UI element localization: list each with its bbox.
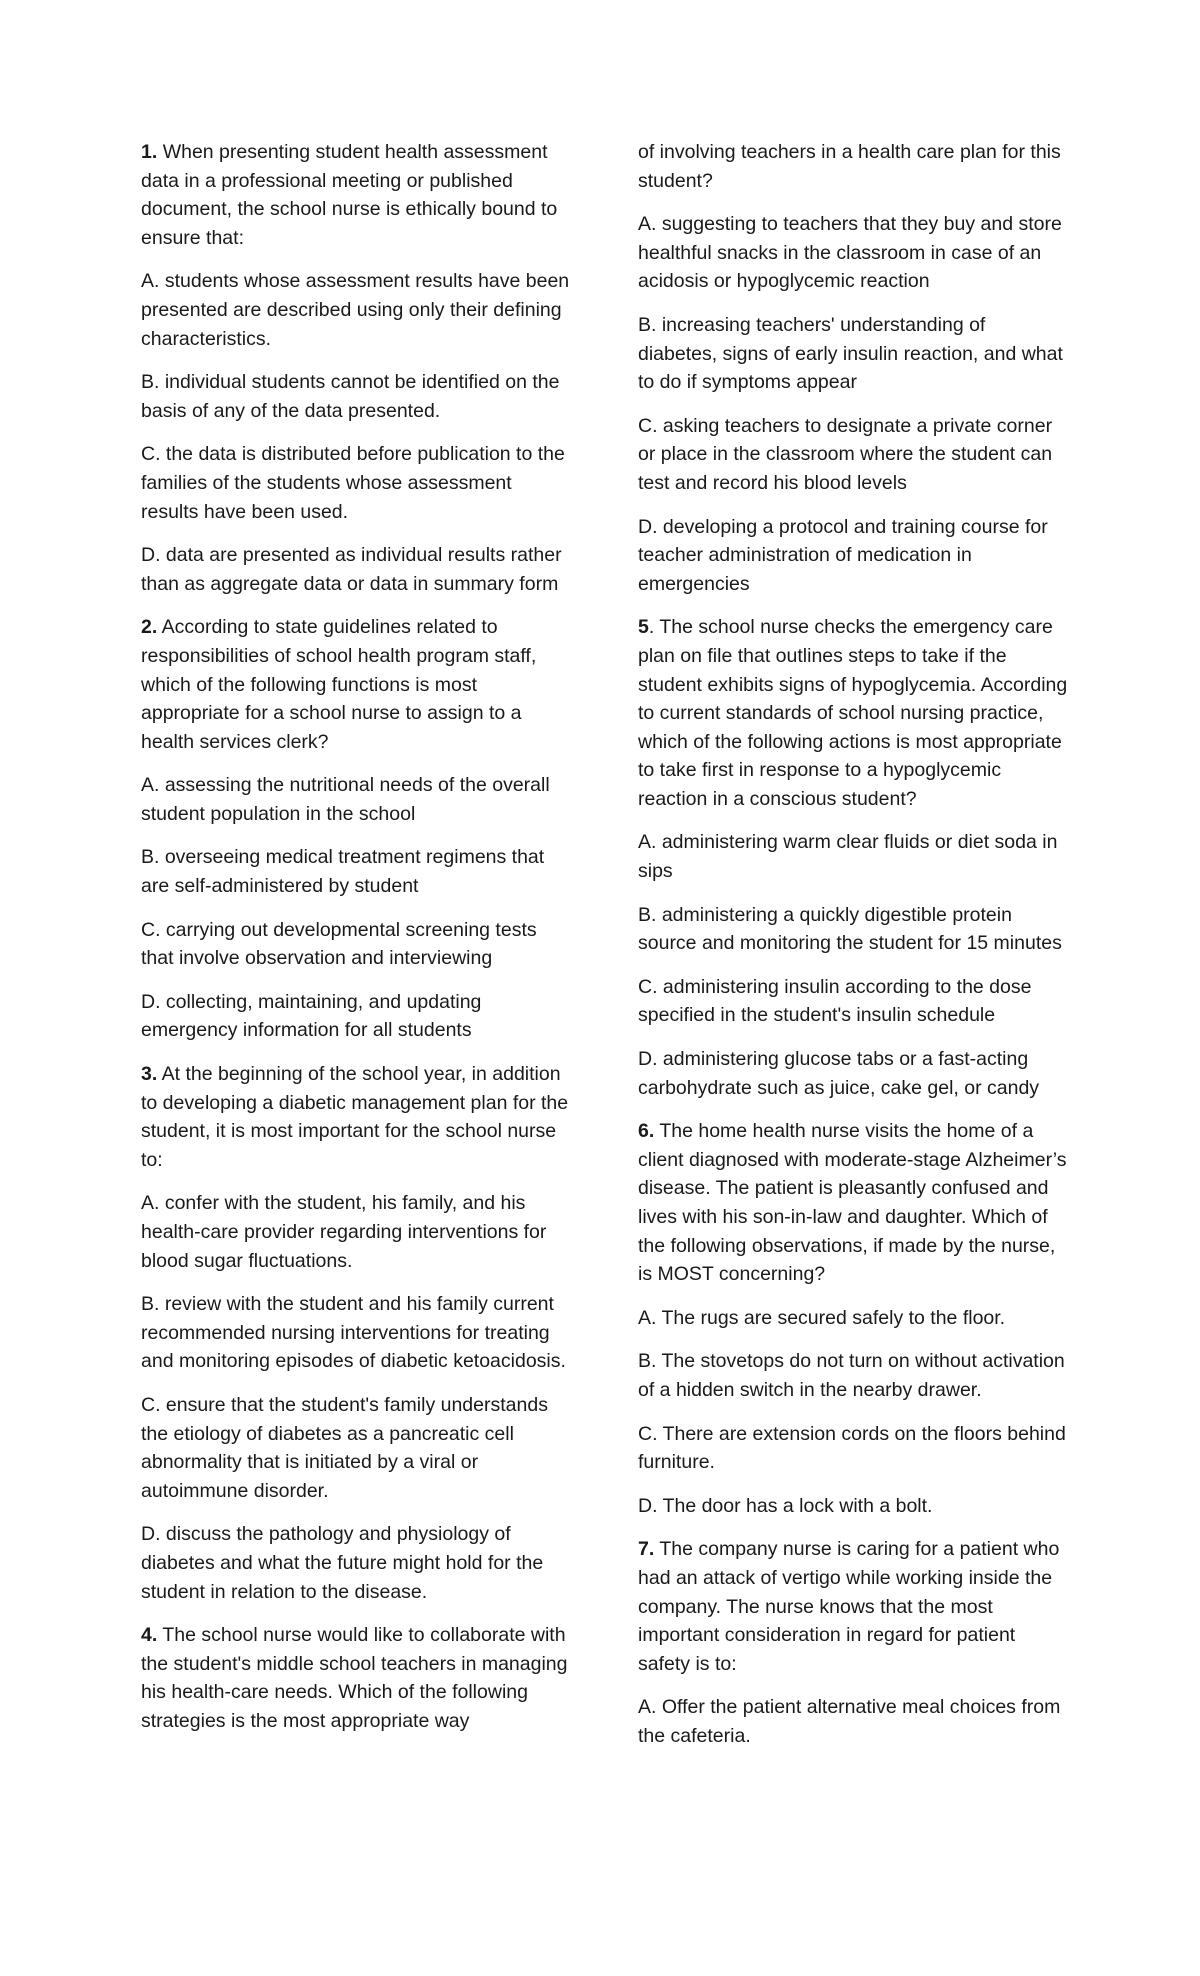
question-1-option-c: C. the data is distributed before publication to the families of the students whose assessment results have been used. (141, 443, 565, 523)
question-2-option-b: B. overseeing medical treatment regimens that are self-administered by student (141, 846, 545, 898)
question-3-option-a: A. confer with the student, his family, and his health-care provider regarding interventions for blood sugar fluctuations. (141, 1192, 547, 1272)
question-4-text-continued: of involving teachers in a health care plan for this student? (638, 141, 1061, 192)
left-column (141, 138, 571, 1751)
question-5-option-b: B. administering a quickly digestible protein source and monitoring the student for 15 minutes (638, 903, 1062, 955)
question-3-option-b: B. review with the student and his family current recommended nursing interventions for treating and monitoring episodes of diabetic ketoacidosis. (141, 1293, 566, 1373)
question-4-option-c: C. asking teachers to designate a private corner or place in the classroom where the student can test and record his blood levels (638, 414, 1053, 494)
question-1-option-d: D. data are presented as individual results rather than as aggregate data or data in summary form (141, 544, 562, 595)
question-3-text: At the beginning of the school year, in addition to developing a diabetic management plan for the student, it is most important for the school nurse to: (141, 1063, 569, 1171)
question-4-option-d: D. developing a protocol and training course for teacher administration of medication in emergencies (638, 515, 1048, 595)
question-4-stem (141, 1621, 571, 1735)
question-5-option-d: D. administering glucose tabs or a fast-acting carbohydrate such as juice, cake gel, or candy (638, 1048, 1040, 1099)
question-4-number: 4. (141, 1624, 158, 1647)
question-4-option-b: B. increasing teachers' understanding of diabetes, signs of early insulin reaction, and what to do if symptoms appear (638, 313, 1063, 394)
question-6-option-a: A. The rugs are secured safely to the floor. (638, 1306, 1006, 1329)
question-6-option-c: C. There are extension cords on the floors behind furniture. (638, 1422, 1066, 1474)
question-5-number: 5 (638, 616, 649, 639)
question-4-option-a: A. suggesting to teachers that they buy and store healthful snacks in the classroom in case of an acidosis or hypoglycemic reaction (638, 213, 1062, 293)
question-3-option-c: C. ensure that the student's family understands the etiology of diabetes as a pancreatic cell abnormality that is initiated by a viral or autoimmune disorder. (141, 1393, 548, 1502)
question-2-option-c: C. carrying out developmental screening tests that involve observation and interviewing (141, 918, 537, 970)
question-6-option-b: B. The stovetops do not turn on without activation of a hidden switch in the nearby drawer. (638, 1350, 1065, 1401)
question-6-number: 6. (638, 1120, 655, 1143)
question-2-option-a: A. assessing the nutritional needs of the overall student population in the school (141, 774, 550, 825)
question-1-option-b: B. individual students cannot be identified on the basis of any of the data presented. (141, 371, 560, 422)
question-1-text: When presenting student health assessment data in a professional meeting or published document, the school nurse is ethically bound to ensure that: (141, 141, 558, 249)
question-3-number: 3. (141, 1063, 158, 1086)
question-2-number: 2. (141, 616, 158, 639)
question-7-number: 7. (638, 1538, 655, 1561)
question-3-stem (141, 1060, 571, 1174)
question-5-stem (638, 613, 1068, 813)
right-column (638, 138, 1068, 1766)
question-5-text: . The school nurse checks the emergency care plan on file that outlines steps to take if the student exhibits signs of hypoglycemia. According to current standards of school nursing practice, which of the following actions is most appropriate to take first in response to a hypoglycemic reaction in a conscious student? (638, 616, 1068, 810)
question-4-text-start: The school nurse would like to collaborate with the student's middle school teachers in managing his health-care needs. Which of the following strategies is the most appropriate way (141, 1624, 568, 1732)
question-5-option-c: C. administering insulin according to the dose specified in the student's insulin schedule (638, 975, 1032, 1027)
question-1-number: 1. (141, 141, 158, 163)
question-6-text: The home health nurse visits the home of a client diagnosed with moderate-stage Alzheimer’s disease. The patient is pleasantly confused and lives with his son-in-law and daughter. Which of the following observations, if made by the nurse, is MOST concerning? (638, 1120, 1067, 1286)
question-2-stem (141, 613, 571, 756)
question-2-text: According to state guidelines related to responsibilities of school health program staff, which of the following functions is most appropriate for a school nurse to assign to a health services clerk? (141, 616, 537, 753)
question-7-stem (638, 1535, 1068, 1678)
question-2-option-d: D. collecting, maintaining, and updating emergency information for all students (141, 990, 482, 1042)
question-7-text: The company nurse is caring for a patient who had an attack of vertigo while working inside the company. The nurse knows that the most important consideration in regard for patient safety is to: (638, 1538, 1060, 1675)
question-5-option-a: A. administering warm clear fluids or diet soda in sips (638, 831, 1058, 883)
question-7-option-a: A. Offer the patient alternative meal choices from the cafeteria. (638, 1696, 1061, 1747)
question-6-stem (638, 1117, 1068, 1289)
question-1-stem (141, 138, 571, 252)
question-3-option-d: D. discuss the pathology and physiology of diabetes and what the future might hold for the student in relation to the disease. (141, 1523, 544, 1603)
question-1-option-a: A. students whose assessment results have been presented are described using only their defining characteristics. (141, 270, 570, 350)
question-6-option-d: D. The door has a lock with a bolt. (638, 1494, 933, 1517)
